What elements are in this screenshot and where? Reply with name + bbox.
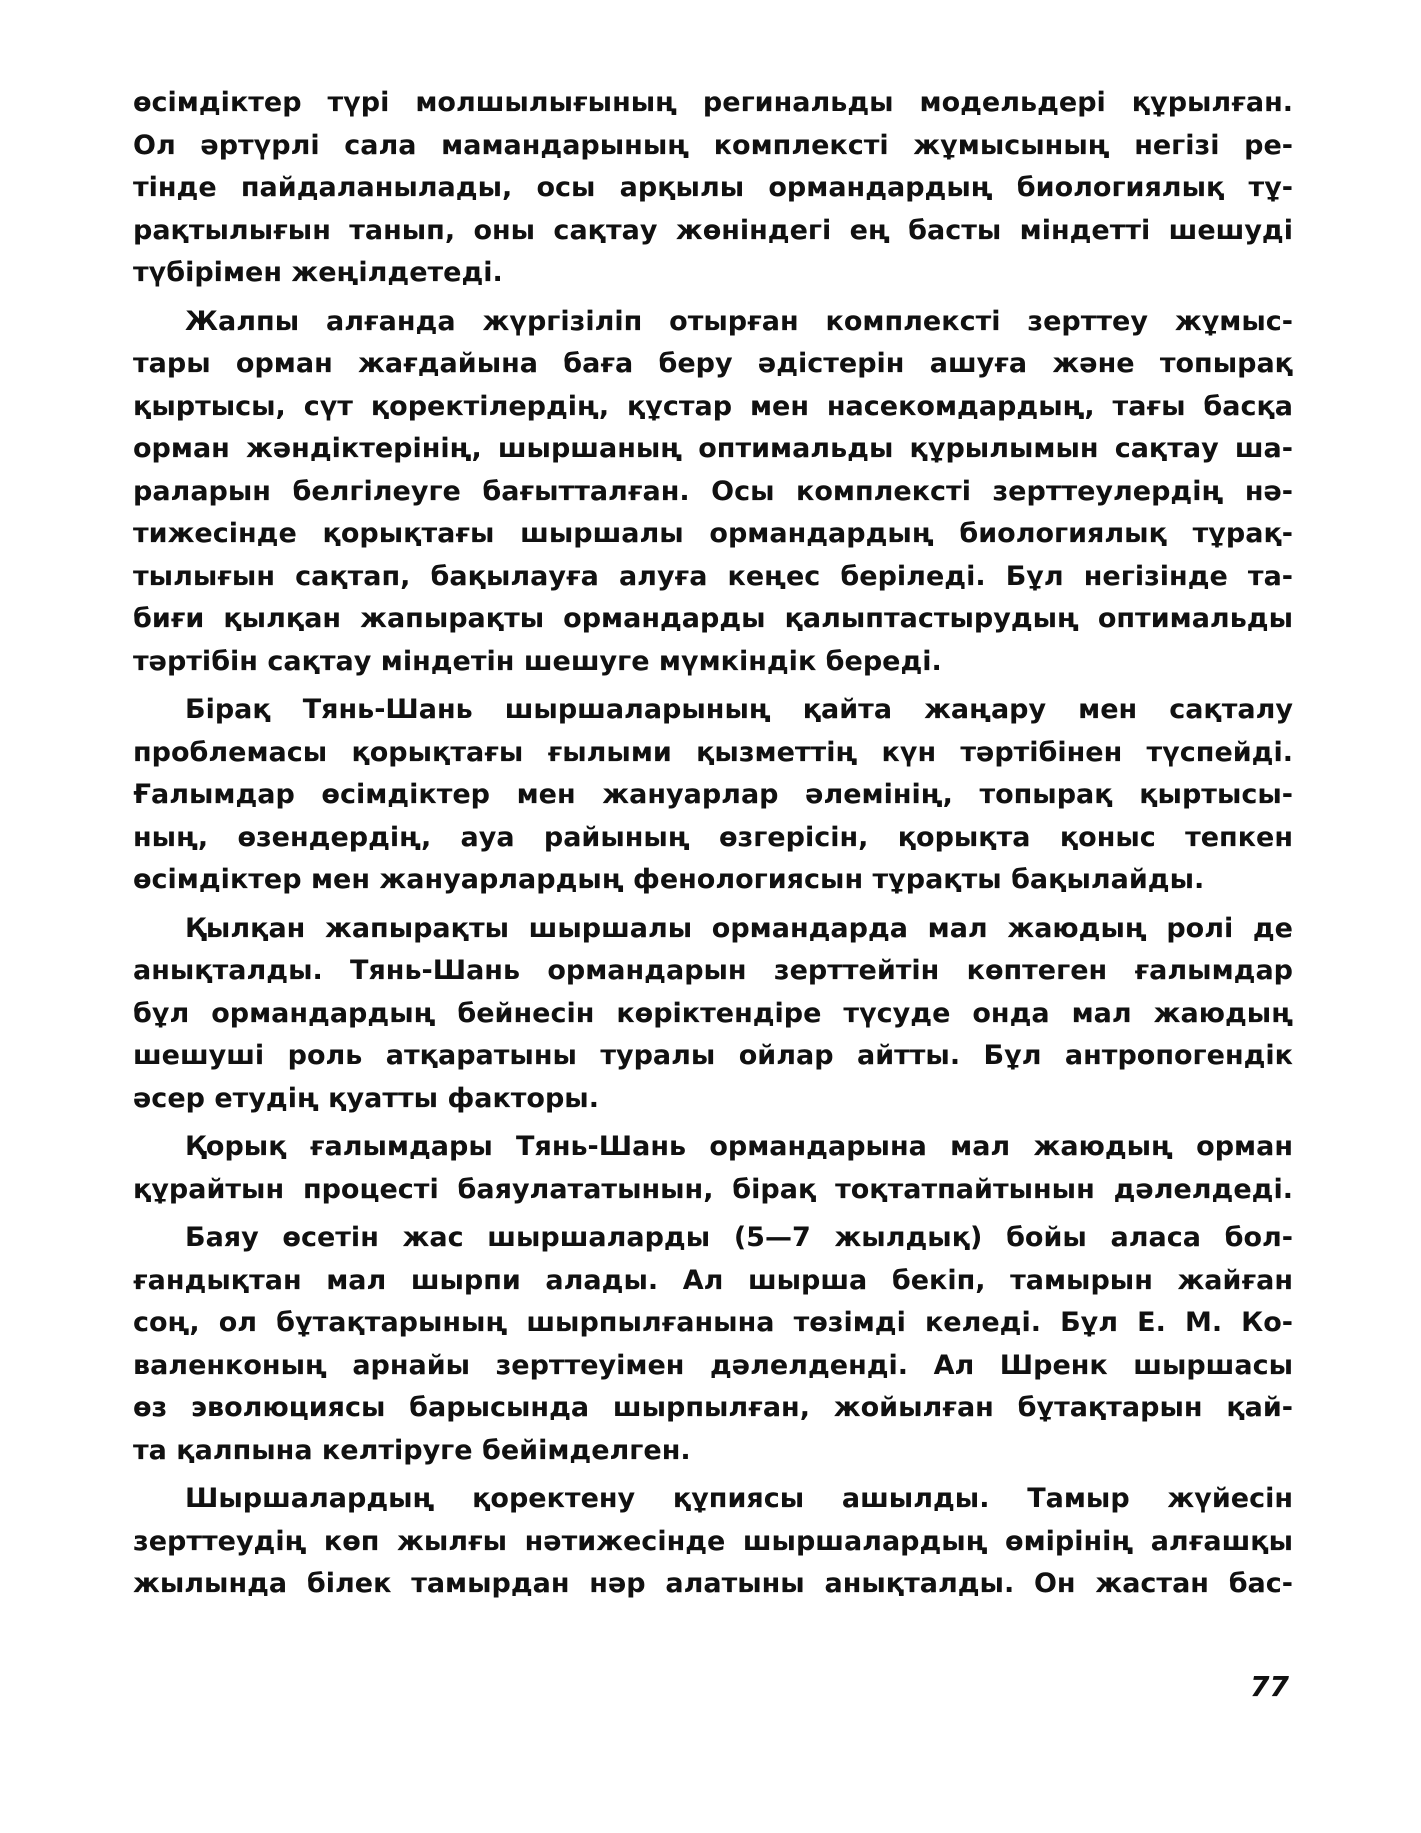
text-line: анықталды. Тянь-Шань ормандарын зерттейтін көптеген ғалымдар bbox=[133, 955, 1293, 986]
text-line: қыртысы, сүт қоректілердің, құстар мен насекомдардың, тағы басқа bbox=[133, 390, 1293, 422]
text-line: түбірімен жеңілдетеді. bbox=[133, 257, 503, 288]
paragraph bbox=[133, 301, 1293, 684]
text-line: проблемасы қорықтағы ғылыми қызметтің күн тәртібінен түспейді. bbox=[133, 736, 1293, 768]
text-line: та қалпына келтіруге бейімделген. bbox=[133, 1434, 691, 1466]
text-line: зерттеудің көп жылғы нәтижесінде шыршалардың өмірінің алғашқы bbox=[133, 1525, 1293, 1557]
text-line: Шыршалардың қоректену құпиясы ашылды. Тамыр жүйесін bbox=[185, 1483, 1293, 1514]
text-line: соң, ол бұтақтарының шырпылғанына төзімді келеді. Бұл Е. М. Ко- bbox=[133, 1307, 1293, 1338]
text-line: шешуші роль атқаратыны туралы ойлар айтты. Бұл антропогендік bbox=[133, 1040, 1293, 1071]
page-body bbox=[133, 82, 1293, 1612]
text-line: тылығын сақтап, бақылауға алуға кеңес беріледі. Бұл негізінде та- bbox=[133, 560, 1293, 592]
text-line: Ол әртүрлі сала мамандарының комплексті жұмысының негізі ре- bbox=[133, 129, 1293, 161]
text-line: валенконың арнайы зерттеуімен дәлелденді. Ал Шренк шыршасы bbox=[133, 1349, 1293, 1381]
text-line: Қылқан жапырақты шыршалы ормандарда мал жаюдың ролі де bbox=[185, 912, 1293, 944]
text-line: биғи қылқан жапырақты ормандарды қалыптастырудың оптимальды bbox=[133, 603, 1293, 634]
text-line: ның, өзендердің, ауа райының өзгерісін, қорықта қоныс тепкен bbox=[133, 821, 1293, 853]
text-line: тінде пайдаланылады, осы арқылы ормандардың биологиялық тұ- bbox=[133, 172, 1293, 203]
text-line: өсімдіктер мен жануарлардың фенологиясын тұрақты бақылайды. bbox=[133, 864, 1205, 895]
paragraph bbox=[133, 1478, 1293, 1606]
text-line: ғандықтан мал шырпи алады. Ал шырша бекіп, тамырын жайған bbox=[133, 1264, 1293, 1296]
text-line: Баяу өсетін жас шыршаларды (5—7 жылдық) бойы аласа бол- bbox=[185, 1222, 1293, 1253]
text-line: әсер етудің қуатты факторы. bbox=[133, 1082, 599, 1114]
text-line: тижесінде қорықтағы шыршалы ормандардың биологиялық тұрақ- bbox=[133, 518, 1293, 549]
text-line: тары орман жағдайына баға беру әдістерін ашуға және топырақ bbox=[133, 348, 1293, 379]
text-line: раларын белгілеуге бағытталған. Осы комплексті зерттеулердің нә- bbox=[133, 475, 1293, 507]
paragraph bbox=[133, 689, 1293, 902]
text-line: орман жәндіктерінің, шыршаның оптимальды құрылымын сақтау ша- bbox=[133, 433, 1293, 464]
text-line: Ғалымдар өсімдіктер мен жануарлар әлемінің, топырақ қыртысы- bbox=[133, 779, 1293, 810]
text-line: тәртібін сақтау міндетін шешуге мүмкіндік береді. bbox=[133, 645, 942, 677]
text-line: Жалпы алғанда жүргізіліп отырған комплексті зерттеу жұмыс- bbox=[185, 305, 1293, 337]
paragraph bbox=[133, 1217, 1293, 1472]
paragraph bbox=[133, 82, 1293, 295]
text-line: бұл ормандардың бейнесін көріктендіре түсуде онда мал жаюдың bbox=[133, 997, 1293, 1029]
text-line: өз эволюциясы барысында шырпылған, жойылған бұтақтарын қай- bbox=[133, 1392, 1293, 1423]
text-line: Қорық ғалымдары Тянь-Шань ормандарына мал жаюдың орман bbox=[185, 1131, 1293, 1162]
paragraph bbox=[133, 1126, 1293, 1211]
text-line: рақтылығын танып, оны сақтау жөніндегі ең басты міндетті шешуді bbox=[133, 214, 1293, 246]
text-line: құрайтын процесті баяулататынын, бірақ тоқтатпайтынын дәлелдеді. bbox=[133, 1173, 1293, 1205]
page-number: 77 bbox=[1250, 1670, 1289, 1703]
text-line: Бірақ Тянь-Шань шыршаларының қайта жаңару мен сақталу bbox=[185, 694, 1293, 725]
paragraph bbox=[133, 908, 1293, 1121]
text-line: өсімдіктер түрі молшылығының регинальды модельдері құрылған. bbox=[133, 87, 1293, 118]
text-line: жылында білек тамырдан нәр алатыны анықталды. Он жастан бас- bbox=[133, 1568, 1293, 1599]
